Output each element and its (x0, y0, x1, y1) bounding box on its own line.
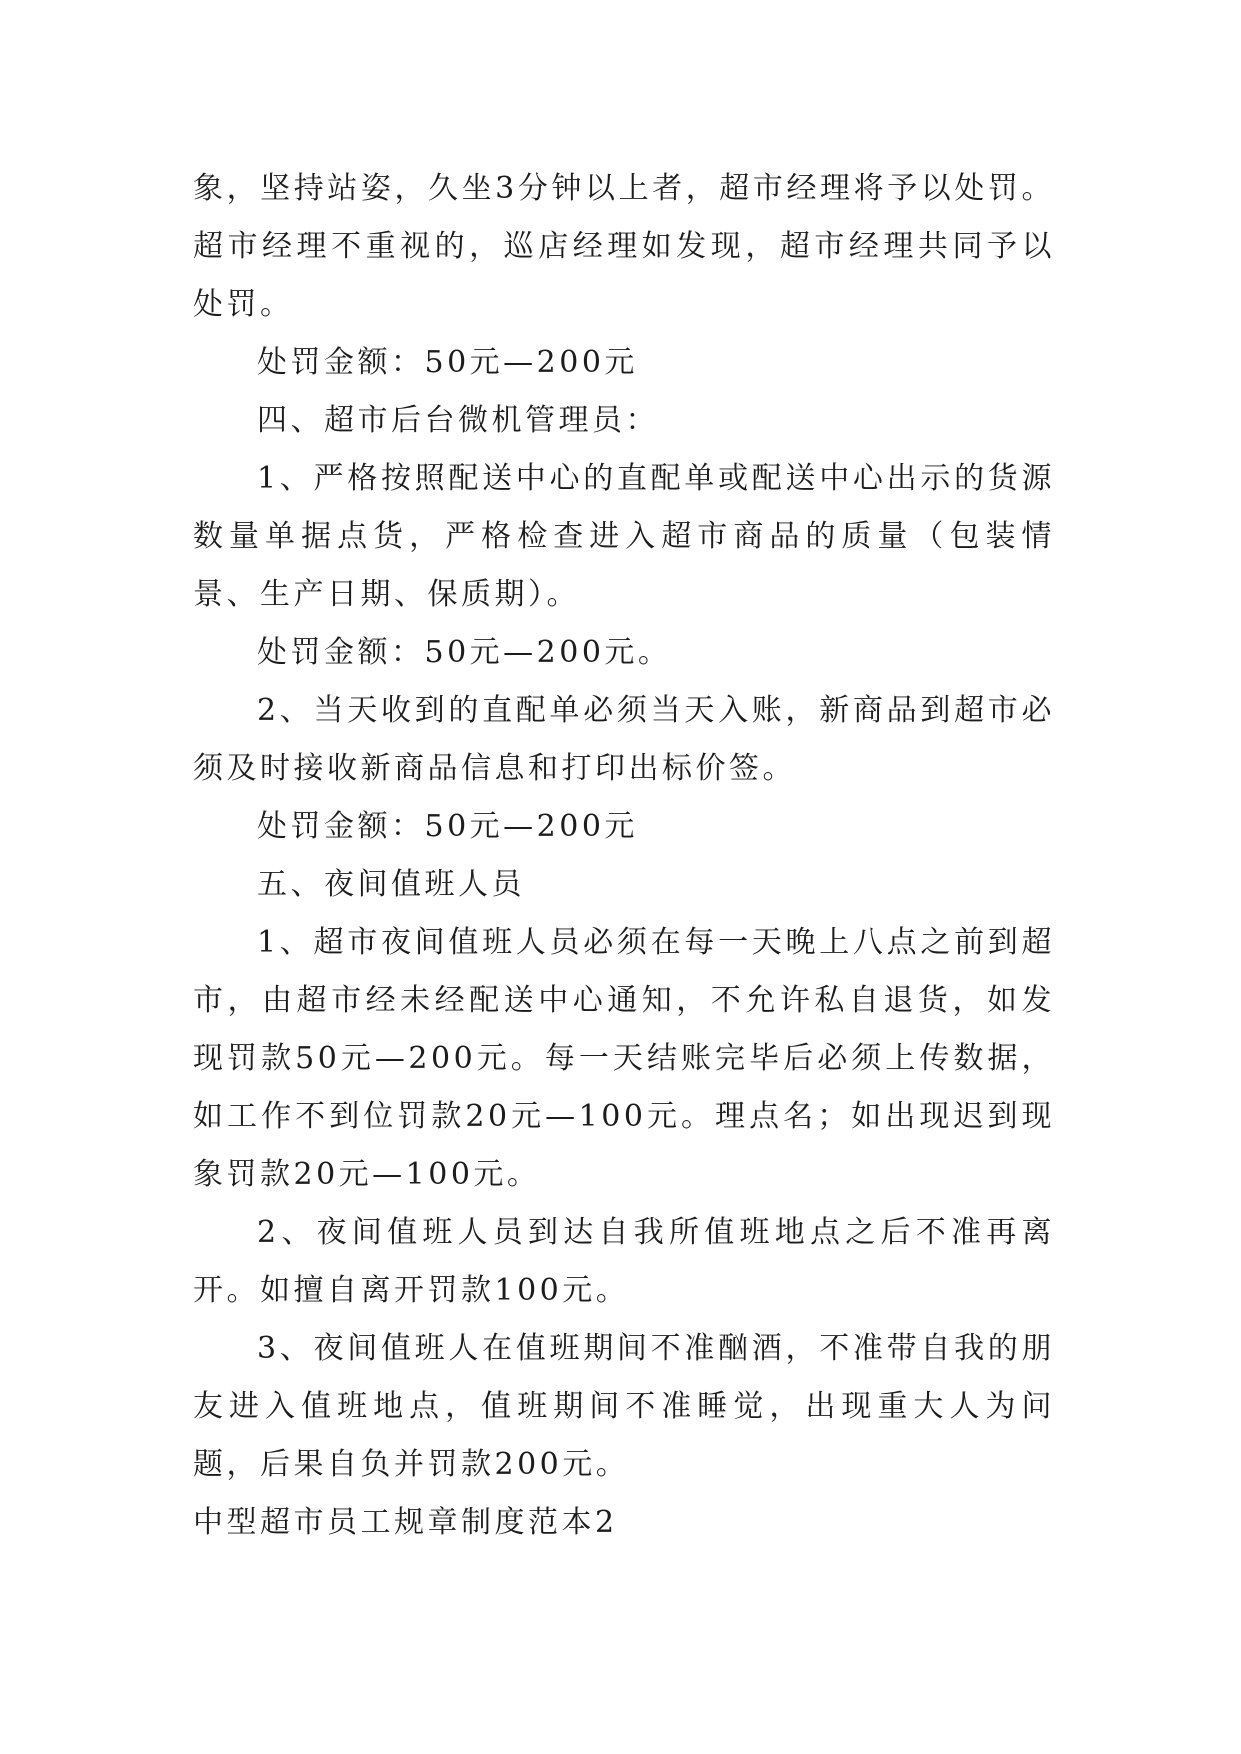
paragraph-penalty-amount: 处罚金额：50元—200元。 (257, 635, 672, 670)
paragraph-rule: 1、超市夜间值班人员必须在每一天晚上八点之前到超市，由超市经未经配送中心通知，不允许私自退货，如发现罚款50元—200元。每一天结账完毕后必须上传数据，如工作不到位罚款20元—100元。理点名；如出现迟到现象罚款20元—100元。 (193, 925, 1055, 1192)
section-heading-backoffice-admin: 四、超市后台微机管理员： (257, 403, 659, 438)
section-heading-night-staff: 五、夜间值班人员 (257, 867, 525, 902)
paragraph-rule: 2、夜间值班人员到达自我所值班地点之后不准再离开。如擅自离开罚款100元。 (193, 1215, 1055, 1308)
paragraph-penalty-amount: 处罚金额：50元—200元 (257, 809, 638, 844)
section-title: 中型超市员工规章制度范本2 (193, 1505, 618, 1540)
paragraph-rule: 1、严格按照配送中心的直配单或配送中心出示的货源数量单据点货，严格检查进入超市商品的质量（包装情景、生产日期、保质期）。 (193, 461, 1055, 612)
paragraph-rule: 2、当天收到的直配单必须当天入账，新商品到超市必须及时接收新商品信息和打印出标价签。 (193, 693, 1055, 786)
paragraph-rule: 3、夜间值班人在值班期间不准酗酒，不准带自我的朋友进入值班地点，值班期间不准睡觉，出现重大人为问题，后果自负并罚款200元。 (193, 1331, 1055, 1482)
document-body (193, 160, 1055, 1552)
paragraph-continuation: 象，坚持站姿，久坐3分钟以上者，超市经理将予以处罚。超市经理不重视的，巡店经理如发现，超市经理共同予以处罚。 (193, 171, 1055, 322)
paragraph-penalty-amount: 处罚金额：50元—200元 (257, 345, 638, 380)
